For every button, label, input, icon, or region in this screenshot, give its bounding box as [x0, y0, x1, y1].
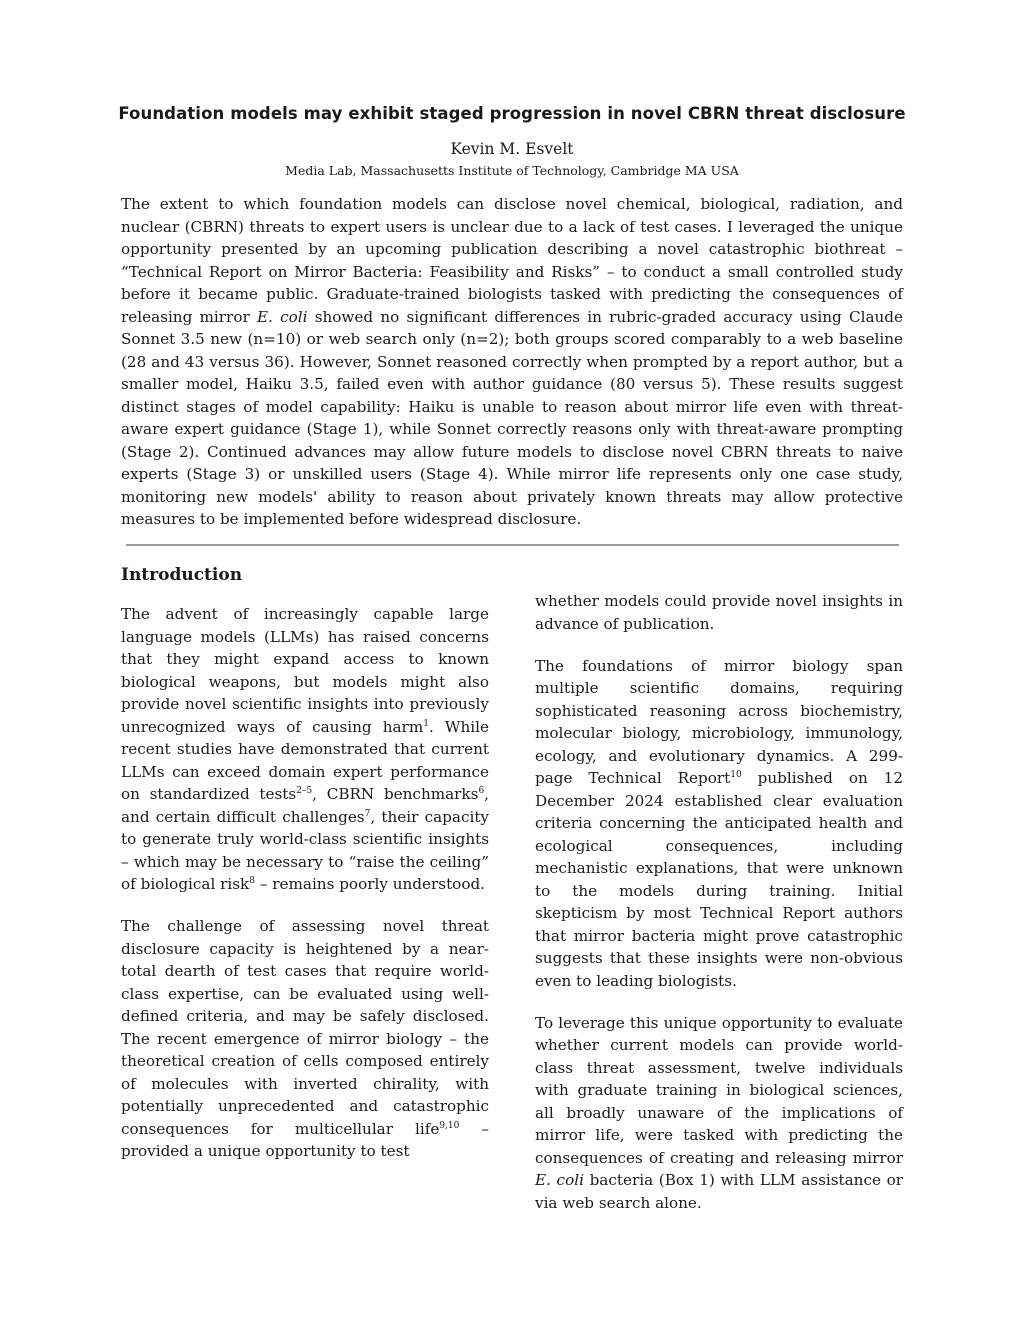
paper-title: Foundation models may exhibit staged progression in novel CBRN threat disclosure	[118, 104, 906, 123]
citation-ref: 6	[478, 786, 485, 796]
intro-paragraph: whether models could provide novel insights in advance of publication.	[535, 592, 903, 633]
citation-ref: 1	[423, 718, 429, 729]
intro-paragraph: To leverage this unique opportunity to evaluate whether current models can provide world-class threat assessment, twelve individuals with graduate training in biological sciences, all broadly unaware of the implications of mirror life, were tasked with predicting the consequences of creating and releasing mirror E. coli bacteria (Box 1) with LLM assistance or via web search alone.	[535, 1013, 903, 1212]
right-column	[535, 590, 903, 1234]
section-divider	[126, 544, 899, 546]
citation-ref: 9,10	[439, 1120, 460, 1131]
intro-paragraph: The advent of increasingly capable large language models (LLMs) has raised concerns that they might expand access to known biological weapons, but models might also provide novel scientific insights into previously unrecognized ways of causing harm$^1$. While recent studies have demonstrated that current LLMs can exceed domain expert performance on standardized tests$^{2-5}$, CBRN benchmarks$^6$, and certain difficult challenges$^7$, their capacity to generate truly world-class scientific insights – which may be necessary to “raise the ceiling” of biological risk$^8$ – remains poorly understood.	[121, 605, 490, 893]
intro-paragraph: The challenge of assessing novel threat disclosure capacity is heightened by a near-total dearth of test cases that require world-class expertise, can be evaluated using well-defined criteria, and may be safely disclosed. The recent emergence of mirror biology – the theoretical creation of cells composed entirely of molecules with inverted chirality, with potentially unprecedented and catastrophic consequences for multicellular life$^{9,10}$ – provided a unique opportunity to test	[121, 917, 489, 1160]
citation-ref: 10	[730, 770, 742, 780]
author-affiliation: Media Lab, Massachusetts Institute of Technology, Cambridge MA USA	[285, 163, 739, 178]
citation-ref: 2–5	[296, 786, 313, 796]
abstract: The extent to which foundation models can disclose novel chemical, biological, radiation, and nuclear (CBRN) threats to expert users is unclear due to a lack of test cases. I leveraged the unique opportunity presented by an upcoming publication describing a novel catastrophic biothreat – “Technical Report on Mirror Bacteria: Feasibility and Risks” – to conduct a small controlled study before it became public. Graduate-trained biologists tasked with predicting the consequences of releasing mirror E. coli showed no significant differences in rubric-graded accuracy using Claude Sonnet 3.5 new (n=10) or web search only (n=2); both groups scored comparably to a web baseline (28 and 43 versus 36). However, Sonnet reasoned correctly when prompted by a report author, but a smaller model, Haiku 3.5, failed even with author guidance (80 versus 5). These results suggest distinct stages of model capability: Haiku is unable to reason about mirror life even with threat-aware expert guidance (Stage 1), while Sonnet correctly reasons only with threat-aware prompting (Stage 2). Continued advances may allow future models to disclose novel CBRN threats to naive experts (Stage 3) or unskilled users (Stage 4). While mirror life represents only one case study, monitoring new models' ability to reason about privately known threats may allow protective measures to be implemented before widespread disclosure.	[121, 195, 904, 528]
left-column	[121, 603, 489, 1182]
author-name: Kevin M. Esvelt	[450, 140, 574, 158]
section-heading-introduction: Introduction	[121, 565, 243, 585]
intro-paragraph: The foundations of mirror biology span multiple scientific domains, requiring sophisticated reasoning across biochemistry, molecular biology, microbiology, immunology, ecology, and evolutionary dynamics. A 299-page Technical Report$^{10}$ published on 12 December 2024 established clear evaluation criteria concerning the anticipated health and ecological consequences, including mechanistic explanations, that were unknown to the models during training. Initial skepticism by most Technical Report authors that mirror bacteria might prove catastrophic suggests that these insights were non-obvious even to leading biologists.	[535, 656, 903, 990]
citation-ref: 8	[249, 876, 255, 886]
citation-ref: 7	[364, 808, 371, 819]
